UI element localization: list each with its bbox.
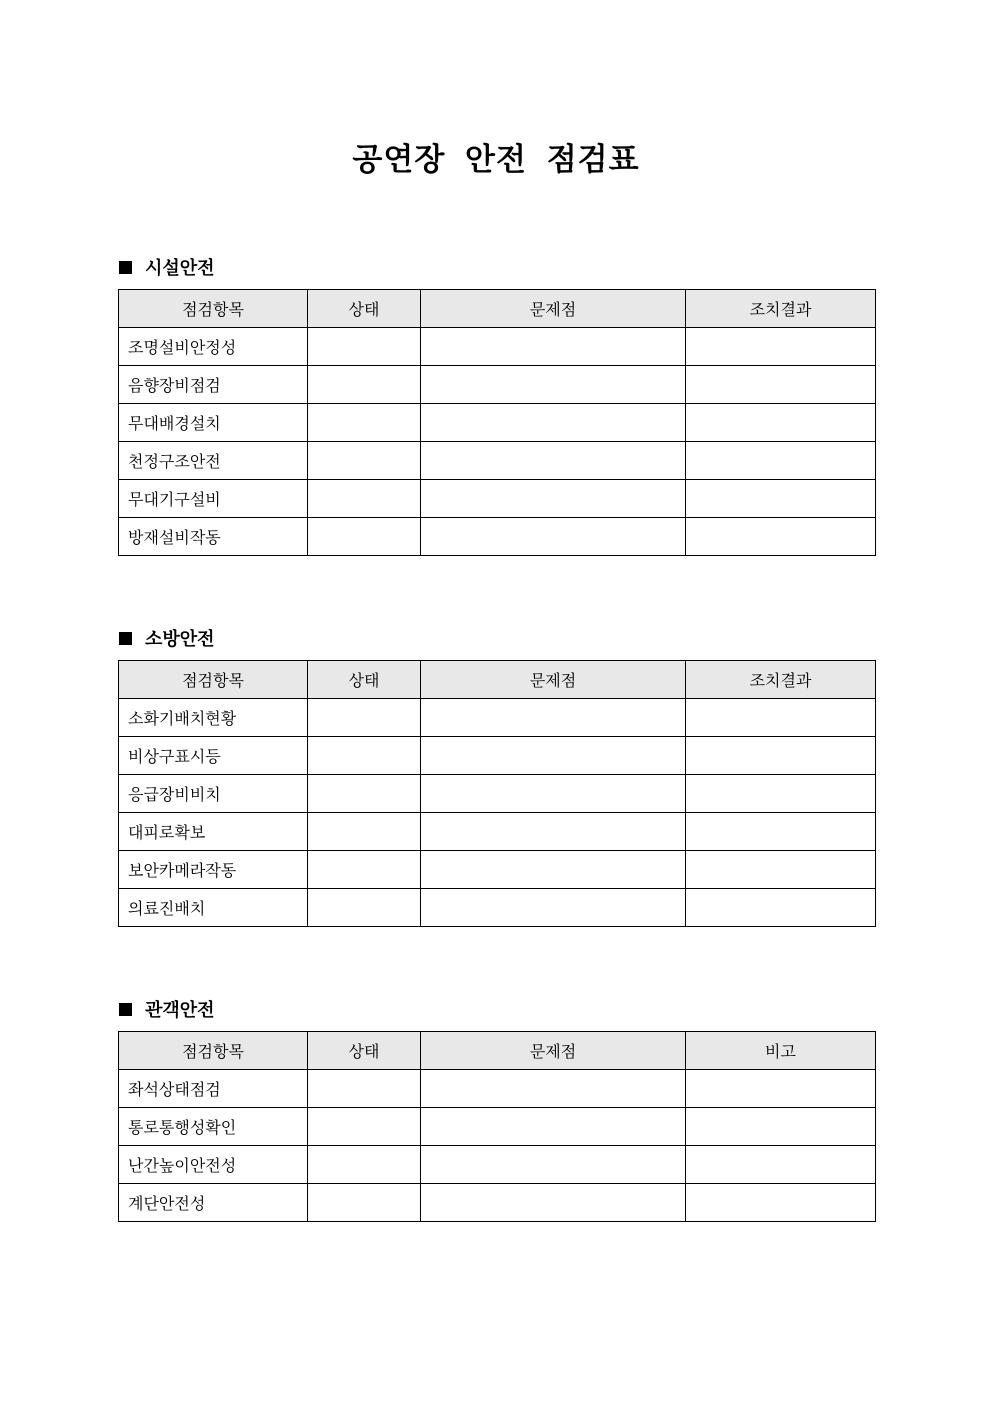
action-cell[interactable] xyxy=(686,889,876,927)
status-cell[interactable] xyxy=(308,813,421,851)
issue-cell[interactable] xyxy=(421,737,686,775)
fire-safety-table xyxy=(118,660,876,927)
issue-cell[interactable] xyxy=(421,813,686,851)
square-bullet-icon xyxy=(119,1003,132,1016)
status-cell[interactable] xyxy=(308,518,421,556)
table-row xyxy=(119,442,876,480)
item-cell: 음향장비점검 xyxy=(119,366,308,404)
issue-cell[interactable] xyxy=(421,775,686,813)
item-cell: 비상구표시등 xyxy=(119,737,308,775)
table-row xyxy=(119,813,876,851)
issue-cell[interactable] xyxy=(421,1184,686,1222)
remarks-cell[interactable] xyxy=(686,1184,876,1222)
item-cell: 좌석상태점검 xyxy=(119,1070,308,1108)
status-cell[interactable] xyxy=(308,366,421,404)
status-cell[interactable] xyxy=(308,328,421,366)
column-header-issue: 문제점 xyxy=(421,1032,686,1070)
item-cell: 소화기배치현황 xyxy=(119,699,308,737)
status-cell[interactable] xyxy=(308,1184,421,1222)
issue-cell[interactable] xyxy=(421,1146,686,1184)
status-cell[interactable] xyxy=(308,1146,421,1184)
section-heading-label: 소방안전 xyxy=(145,629,215,650)
issue-cell[interactable] xyxy=(421,699,686,737)
column-header-action: 조치결과 xyxy=(686,661,876,699)
table-row xyxy=(119,1070,876,1108)
table-header-row xyxy=(119,661,876,699)
action-cell[interactable] xyxy=(686,442,876,480)
status-cell[interactable] xyxy=(308,1108,421,1146)
item-cell: 통로통행성확인 xyxy=(119,1108,308,1146)
status-cell[interactable] xyxy=(308,851,421,889)
item-cell: 난간높이안전성 xyxy=(119,1146,308,1184)
item-cell: 응급장비비치 xyxy=(119,775,308,813)
remarks-cell[interactable] xyxy=(686,1070,876,1108)
column-header-status: 상태 xyxy=(308,661,421,699)
table-row xyxy=(119,518,876,556)
action-cell[interactable] xyxy=(686,366,876,404)
action-cell[interactable] xyxy=(686,699,876,737)
item-cell: 조명설비안정성 xyxy=(119,328,308,366)
section-heading-audience xyxy=(119,996,215,1022)
status-cell[interactable] xyxy=(308,404,421,442)
item-cell: 방재설비작동 xyxy=(119,518,308,556)
table-row xyxy=(119,1184,876,1222)
item-cell: 의료진배치 xyxy=(119,889,308,927)
status-cell[interactable] xyxy=(308,775,421,813)
table-row xyxy=(119,1108,876,1146)
table-row xyxy=(119,480,876,518)
square-bullet-icon xyxy=(119,632,132,645)
audience-safety-table xyxy=(118,1031,876,1222)
column-header-status: 상태 xyxy=(308,290,421,328)
column-header-remarks: 비고 xyxy=(686,1032,876,1070)
table-row xyxy=(119,737,876,775)
status-cell[interactable] xyxy=(308,480,421,518)
table-row xyxy=(119,1146,876,1184)
remarks-cell[interactable] xyxy=(686,1146,876,1184)
square-bullet-icon xyxy=(119,261,132,274)
item-cell: 계단안전성 xyxy=(119,1184,308,1222)
column-header-item: 점검항목 xyxy=(119,661,308,699)
action-cell[interactable] xyxy=(686,737,876,775)
table-row xyxy=(119,404,876,442)
column-header-issue: 문제점 xyxy=(421,290,686,328)
section-heading-fire xyxy=(119,625,215,651)
action-cell[interactable] xyxy=(686,328,876,366)
issue-cell[interactable] xyxy=(421,851,686,889)
item-cell: 대피로확보 xyxy=(119,813,308,851)
section-heading-facility xyxy=(119,254,215,280)
facility-safety-table xyxy=(118,289,876,556)
column-header-status: 상태 xyxy=(308,1032,421,1070)
action-cell[interactable] xyxy=(686,518,876,556)
table-row xyxy=(119,366,876,404)
status-cell[interactable] xyxy=(308,442,421,480)
action-cell[interactable] xyxy=(686,404,876,442)
table-row xyxy=(119,775,876,813)
table-row xyxy=(119,328,876,366)
issue-cell[interactable] xyxy=(421,442,686,480)
column-header-item: 점검항목 xyxy=(119,1032,308,1070)
remarks-cell[interactable] xyxy=(686,1108,876,1146)
status-cell[interactable] xyxy=(308,699,421,737)
table-row xyxy=(119,889,876,927)
table-header-row xyxy=(119,1032,876,1070)
item-cell: 무대기구설비 xyxy=(119,480,308,518)
issue-cell[interactable] xyxy=(421,889,686,927)
status-cell[interactable] xyxy=(308,737,421,775)
issue-cell[interactable] xyxy=(421,366,686,404)
table-row xyxy=(119,851,876,889)
issue-cell[interactable] xyxy=(421,518,686,556)
column-header-item: 점검항목 xyxy=(119,290,308,328)
item-cell: 무대배경설치 xyxy=(119,404,308,442)
action-cell[interactable] xyxy=(686,813,876,851)
issue-cell[interactable] xyxy=(421,404,686,442)
section-heading-label: 관객안전 xyxy=(145,1000,215,1021)
page-title: 공연장 안전 점검표 xyxy=(352,142,640,178)
action-cell[interactable] xyxy=(686,775,876,813)
section-heading-label: 시설안전 xyxy=(145,258,215,279)
status-cell[interactable] xyxy=(308,1070,421,1108)
item-cell: 천정구조안전 xyxy=(119,442,308,480)
issue-cell[interactable] xyxy=(421,328,686,366)
issue-cell[interactable] xyxy=(421,1070,686,1108)
action-cell[interactable] xyxy=(686,851,876,889)
item-cell: 보안카메라작동 xyxy=(119,851,308,889)
status-cell[interactable] xyxy=(308,889,421,927)
table-header-row xyxy=(119,290,876,328)
issue-cell[interactable] xyxy=(421,1108,686,1146)
issue-cell[interactable] xyxy=(421,480,686,518)
action-cell[interactable] xyxy=(686,480,876,518)
column-header-action: 조치결과 xyxy=(686,290,876,328)
table-row xyxy=(119,699,876,737)
column-header-issue: 문제점 xyxy=(421,661,686,699)
